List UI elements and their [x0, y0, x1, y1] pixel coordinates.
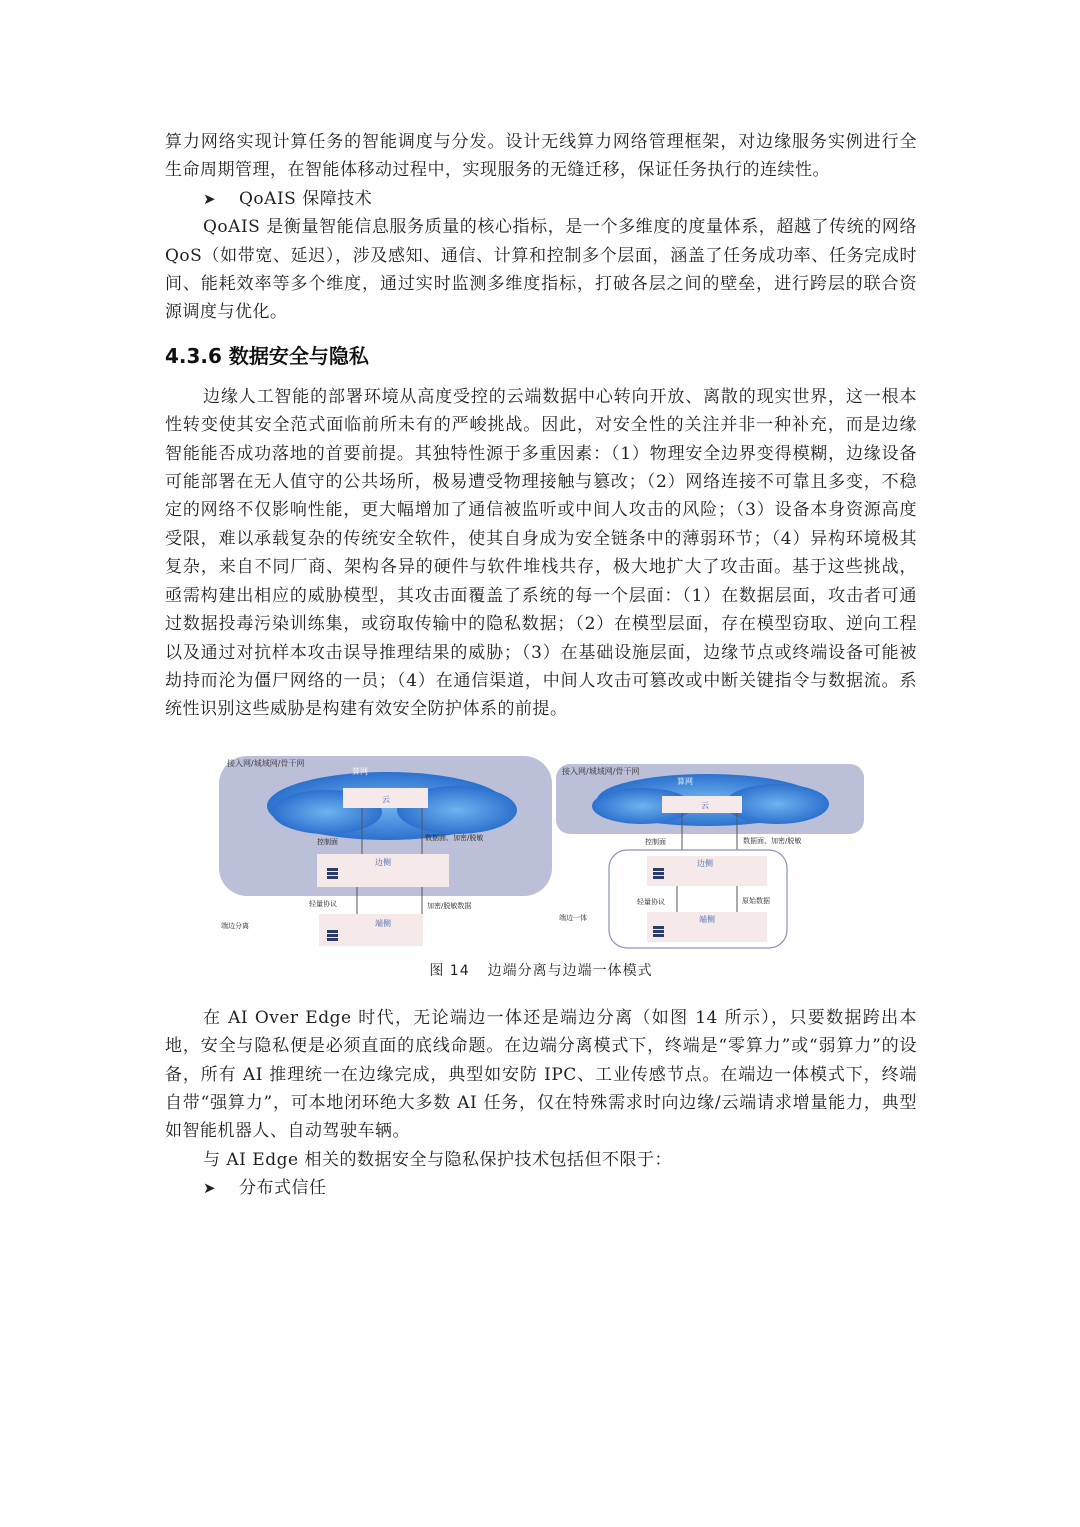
bullet-distributed-trust-label: 分布式信任: [239, 1178, 327, 1199]
right-terminal-server-icon: [653, 926, 664, 937]
paragraph-tech-list-intro: 与 AI Edge 相关的数据安全与隐私保护技术包括但不限于：: [203, 1149, 672, 1170]
left-mode-label: 端边分离: [221, 921, 249, 930]
right-cloud-net-label: 算网: [677, 776, 693, 786]
paragraph-security-intro: 边缘人工智能的部署环境从高度受控的云端数据中心转向开放、离散的现实世界，这一根本性转变使其安全范式面临前所未有的严峻挑战。因此，对安全性的关注并非一种补充，而是边缘智能能否成功落地的首要前提。其独特性源于多重因素：（1）物理安全边界变得模糊，边缘设备可能部署在无人值守的公共场所，极易遭受物理接触与篡改；（2）网络连接不可靠且多变，不稳定的网络不仅影响性能，更大幅增加了通信被监听或中间人攻击的风险；（3）设备本身资源高度受限，难以承载复杂的传统安全软件，使其自身成为安全链条中的薄弱环节；（4）异构环境极其复杂，来自不同厂商、架构各异的硬件与软件堆栈共存，极大地扩大了攻击面。基于这些挑战，亟需构建出相应的威胁模型，其攻击面覆盖了系统的每一个层面：（1）在数据层面，攻击者可通过数据投毒污染训练集，或窃取传输中的隐私数据；（2）在模型层面，存在模型窃取、逆向工程以及通过对抗样本攻击误导推理结果的威胁；（3）在基础设施层面，边缘节点或终端设备可能被劫持而沦为僵尸网络的一员；（4）在通信渠道，中间人攻击可篡改或中断关键指令与数据流。系统性识别这些威胁是构建有效安全防护体系的前提。: [165, 386, 917, 720]
bullet-distributed-trust: [203, 1174, 917, 1202]
figure-number: 图 14: [429, 962, 470, 979]
left-edge-label: 边侧: [375, 857, 391, 867]
right-edge-label: 边侧: [697, 858, 713, 868]
right-mode-label: 端边一体: [559, 913, 587, 922]
right-cloud-label: 云: [701, 800, 709, 810]
right-terminal-label: 端侧: [699, 914, 715, 924]
bullet-qoais: [203, 185, 917, 213]
left-encrypted-data-label: 加密/脱敏数据: [427, 901, 472, 910]
figure-caption: [165, 960, 917, 980]
left-cloud-label: 云: [382, 794, 390, 804]
right-data-plane-label: 数据面、加密/脱敏: [743, 836, 802, 845]
left-cloud-net-label: 算网: [352, 766, 368, 776]
left-terminal-server-icon: [327, 930, 338, 941]
paragraph-compute-network: 算力网络实现计算任务的智能调度与分发。设计无线算力网络管理框架，对边缘服务实例进行全生命周期管理，在智能体移动过程中，实现服务的无缝迁移，保证任务执行的连续性。: [165, 132, 917, 181]
left-diagram: [219, 756, 552, 946]
bullet-qoais-label: QoAIS 保障技术: [239, 188, 373, 209]
right-control-plane-label: 控制面: [645, 837, 666, 846]
right-raw-data-label: 原始数据: [742, 896, 770, 905]
paragraph-qoais: QoAIS 是衡量智能信息服务质量的核心指标，是一个多维度的度量体系，超越了传统的网络 QoS（如带宽、延迟），涉及感知、通信、计算和控制多个层面，涵盖了任务成功率、任务完成时间、能耗效率等多个维度，通过实时监测多维度指标，打破各层之间的壁垒，进行跨层的联合资源调度与优化。: [165, 217, 917, 323]
figure-edge-modes: [217, 754, 867, 954]
arrow-bullet-icon: ➤: [203, 1179, 217, 1198]
right-light-protocol-label: 轻量协议: [637, 897, 665, 906]
figure-caption-text: 边端分离与边端一体模式: [487, 962, 653, 979]
figure-diagram: [217, 754, 867, 954]
section-heading: 4.3.6 数据安全与隐私: [165, 343, 369, 368]
arrow-bullet-icon: ➤: [203, 189, 217, 208]
left-data-plane-label: 数据面、加密/脱敏: [425, 833, 484, 842]
right-edge-server-icon: [653, 868, 664, 879]
left-light-protocol-label: 轻量协议: [309, 899, 337, 908]
left-edge-server-icon: [327, 868, 338, 879]
right-network-label: 接入网/城域网/骨干网: [562, 766, 640, 776]
paragraph-ai-over-edge: 在 AI Over Edge 时代，无论端边一体还是端边分离（如图 14 所示），只要数据跨出本地，安全与隐私便是必须直面的底线命题。在边端分离模式下，终端是“零算力”或“弱算力”的设备，所有 AI 推理统一在边缘完成，典型如安防 IPC、工业传感节点。在端边一体模式下，终端自带“强算力”，可本地闭环绝大多数 AI 任务，仅在特殊需求时向边缘/云端请求增量能力，典型如智能机器人、自动驾驶车辆。: [165, 1007, 917, 1142]
left-control-plane-label: 控制面: [317, 837, 338, 846]
document-page: [165, 128, 917, 1203]
left-network-label: 接入网/城域网/骨干网: [227, 758, 305, 768]
left-terminal-label: 端侧: [375, 918, 391, 928]
right-diagram: [556, 764, 864, 948]
